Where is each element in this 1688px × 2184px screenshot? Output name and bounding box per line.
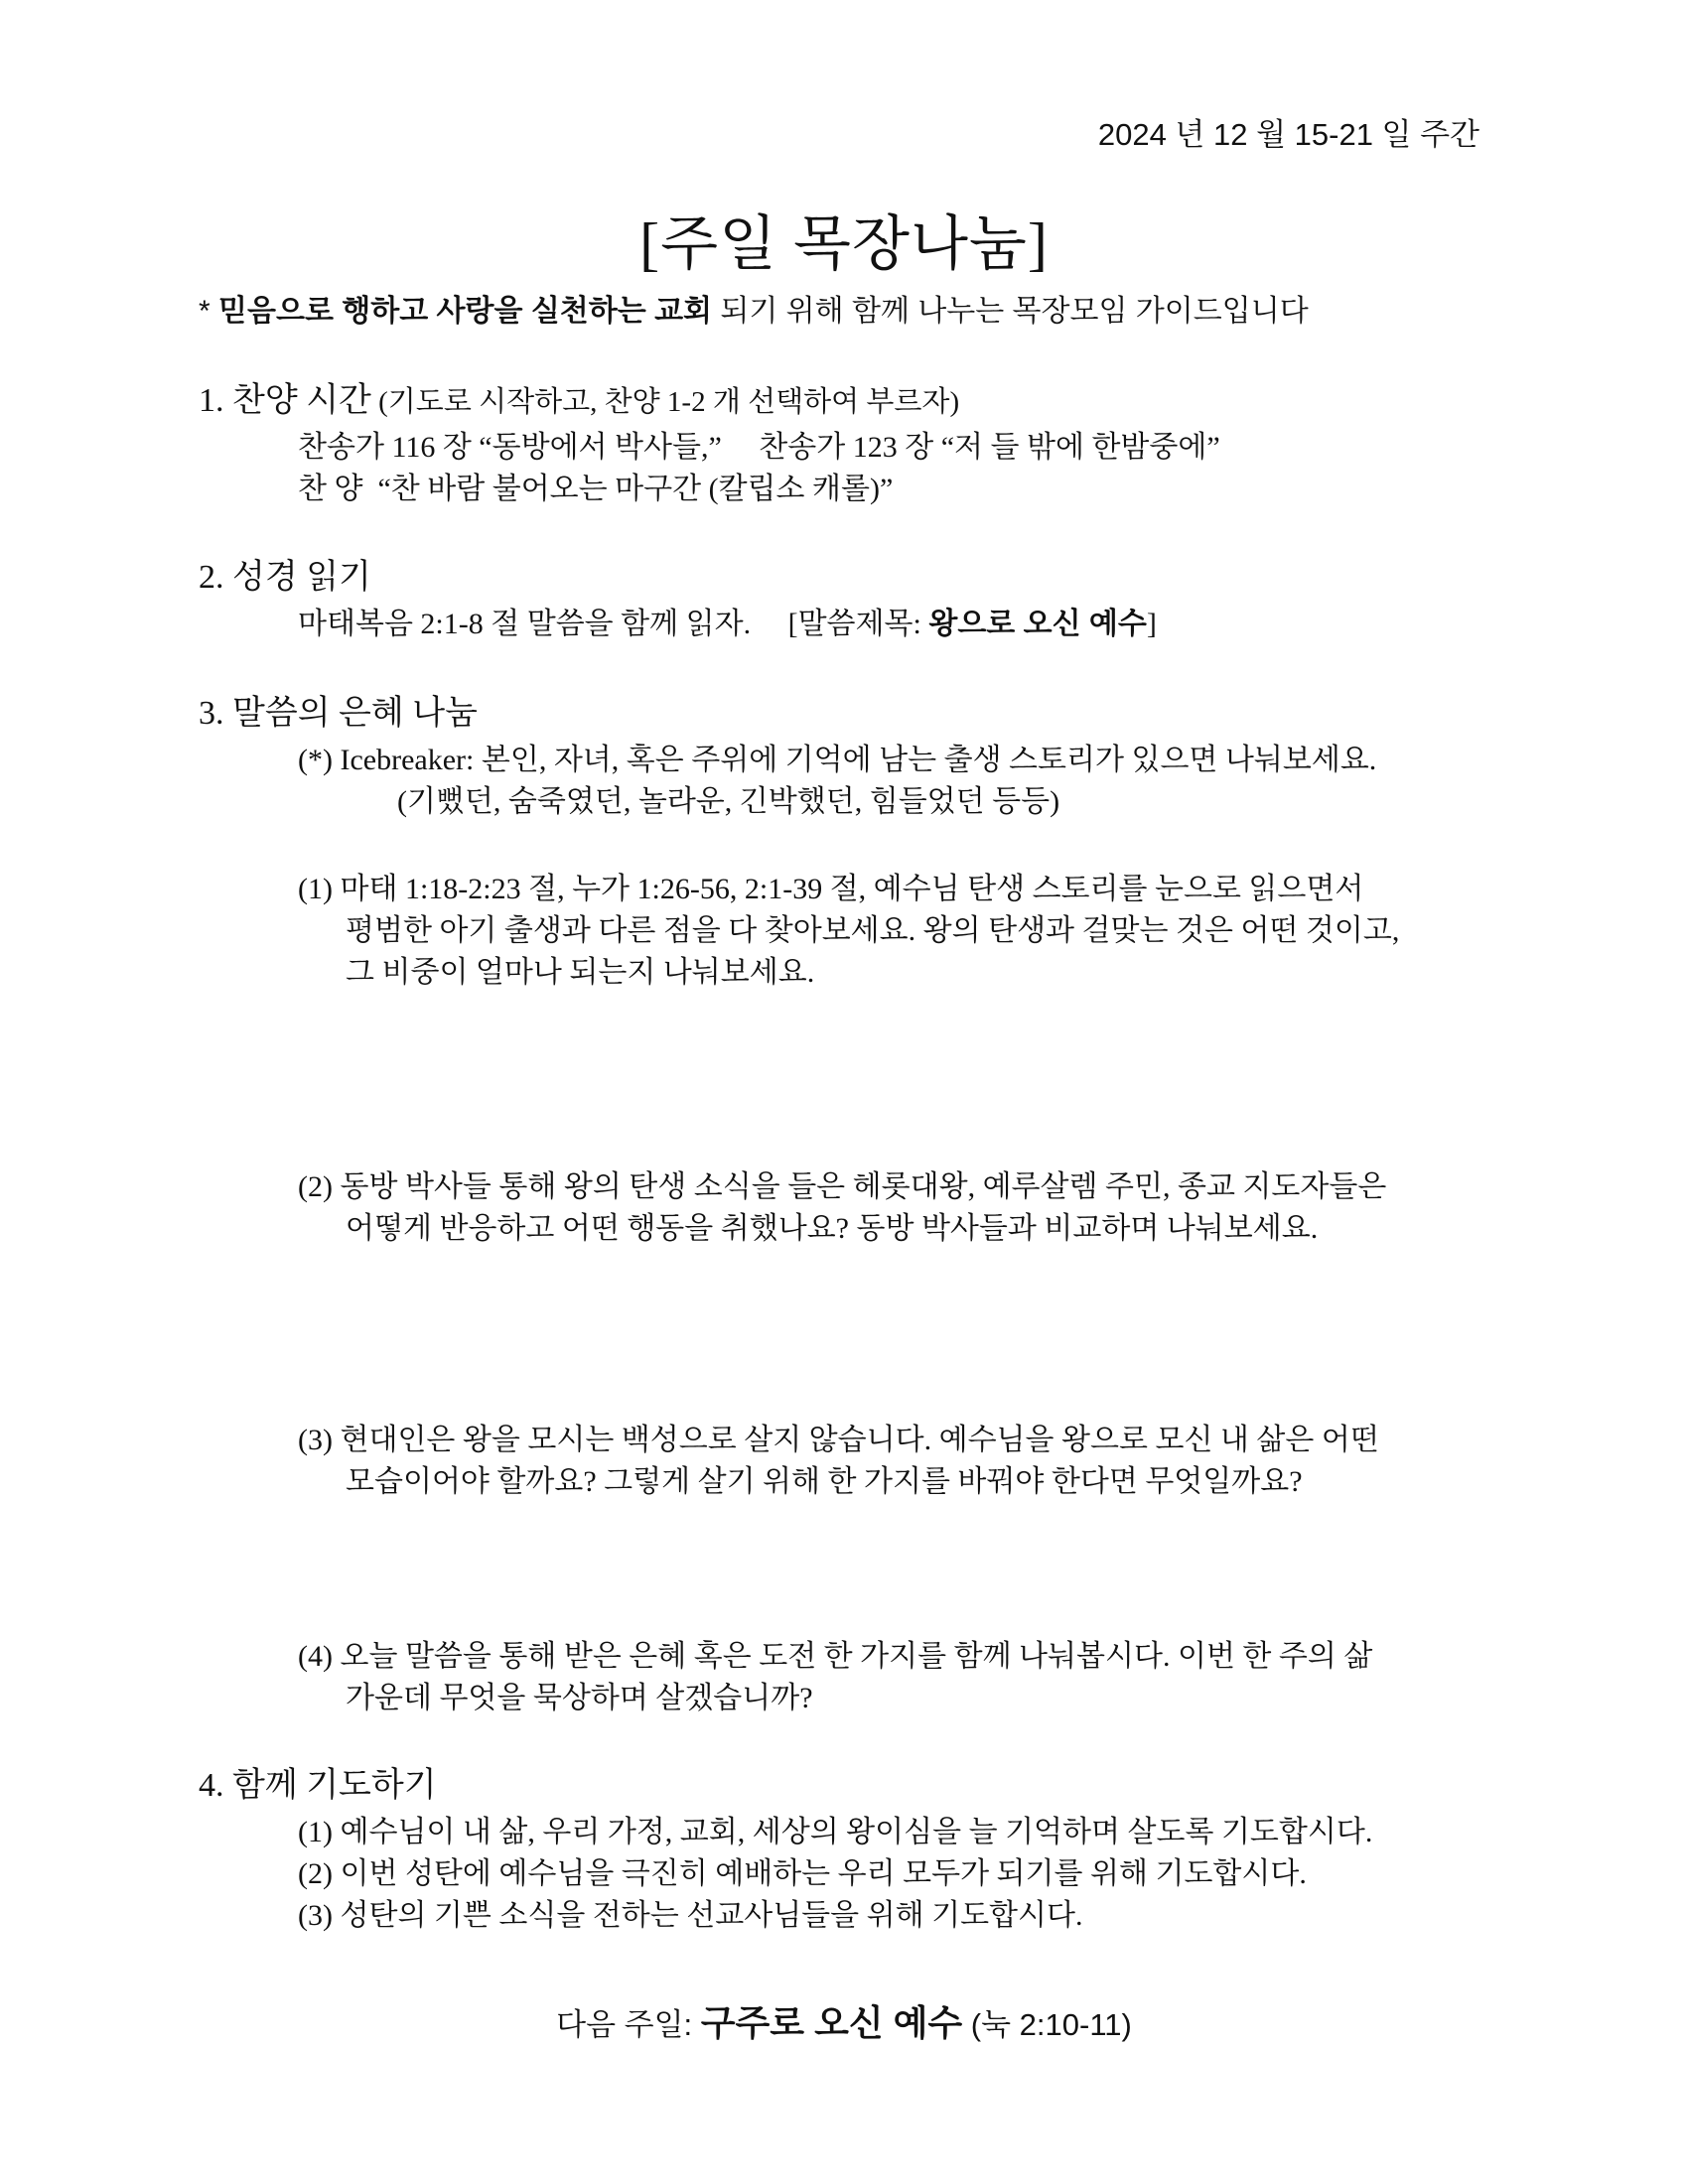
next-sunday	[0, 1995, 1688, 2046]
sermon-title: 왕으로 오신 예수	[928, 608, 1147, 640]
reading-close: ]	[1146, 608, 1157, 640]
subtitle-prefix: *	[199, 295, 219, 328]
date-range: 2024 년 12 월 15-21 일 주간	[1097, 117, 1479, 152]
section1-songs-line1: 찬송가 116 장 “동방에서 박사들,” 찬송가 123 장 “저 들 밖에 한밤중에”	[298, 431, 1220, 464]
next-title: 구주로 오신 예수	[700, 2002, 963, 2043]
prayer-item-1: (1) 예수님이 내 삶, 우리 가정, 교회, 세상의 왕이심을 늘 기억하며 살도록 기도합시다.	[298, 1816, 1373, 1848]
section2-reading	[298, 599, 1157, 642]
section1-songs-line2: 찬 양 “찬 바람 불어오는 마구간 (칼립소 캐롤)”	[298, 473, 894, 505]
section3-heading: 3. 말씀의 은혜 나눔	[199, 695, 478, 732]
question1-line2: 평범한 아기 출생과 다른 점을 다 찾아보세요. 왕의 탄생과 걸맞는 것은 어떤 것이고,	[346, 914, 1400, 947]
question2-line1: (2) 동방 박사들 통해 왕의 탄생 소식을 들은 헤롯대왕, 예루살렘 주민, 종교 지도자들은	[298, 1170, 1387, 1203]
prayer-item-2: (2) 이번 성탄에 예수님을 극진히 예배하는 우리 모두가 되기를 위해 기도합시다.	[298, 1857, 1307, 1890]
question4-line1: (4) 오늘 말씀을 통해 받은 은혜 혹은 도전 한 가지를 함께 나눠봅시다. 이번 한 주의 삶	[298, 1640, 1373, 1673]
subtitle-bold: 믿음으로 행하고 사랑을 실천하는 교회	[218, 295, 713, 328]
next-label: 다음 주일:	[556, 2007, 701, 2042]
question4-line2: 가운데 무엇을 묵상하며 살겠습니까?	[346, 1682, 813, 1714]
section4-heading: 4. 함께 기도하기	[199, 1767, 437, 1804]
question3-line1: (3) 현대인은 왕을 모시는 백성으로 살지 않습니다. 예수님을 왕으로 모신 내 삶은 어떤	[298, 1424, 1379, 1456]
page-title: [주일 목장나눔]	[639, 211, 1049, 277]
question1-line1: (1) 마태 1:18-2:23 절, 누가 1:26-56, 2:1-39 절, 예수님 탄생 스토리를 눈으로 읽으면서	[298, 873, 1364, 905]
icebreaker-line2: (기뻤던, 숨죽였던, 놀라운, 긴박했던, 힘들었던 등등)	[397, 785, 1060, 818]
question3-line2: 모습이어야 할까요? 그렇게 살기 위해 한 가지를 바꿔야 한다면 무엇일까요?	[346, 1465, 1303, 1498]
prayer-item-3: (3) 성탄의 기쁜 소식을 전하는 선교사님들을 위해 기도합시다.	[298, 1899, 1083, 1932]
subtitle	[199, 286, 1309, 330]
subtitle-rest: 되기 위해 함께 나누는 목장모임 가이드입니다	[712, 295, 1309, 328]
reading-text: 마태복음 2:1-8 절 말씀을 함께 읽자. [말씀제목:	[298, 608, 929, 640]
question2-line2: 어떻게 반응하고 어떤 행동을 취했나요? 동방 박사들과 비교하며 나눠보세요.	[346, 1212, 1319, 1245]
section1-title: 1. 찬양 시간	[199, 382, 371, 419]
section1-note: (기도로 시작하고, 찬양 1-2 개 선택하여 부르자)	[370, 386, 960, 418]
icebreaker-line1: (*) Icebreaker: 본인, 자녀, 혹은 주위에 기억에 남는 출생 스토리가 있으면 나눠보세요.	[298, 744, 1377, 776]
section1-heading	[199, 372, 959, 421]
next-reference: (눅 2:10-11)	[962, 2007, 1132, 2042]
section2-heading: 2. 성경 읽기	[199, 559, 371, 596]
question1-line3: 그 비중이 얼마나 되는지 나눠보세요.	[346, 956, 815, 989]
